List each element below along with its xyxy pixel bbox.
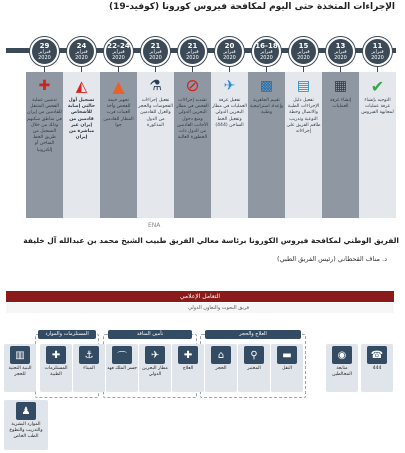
phone-icon: ✈ [223,78,236,94]
group-ports-label: تأمين المنافذ [108,330,192,339]
research-bar: فريق البحوث والتعاون الدولي [6,303,394,313]
airport-icon: ✈ [145,346,165,364]
timeline-item: 21 فبراير 2020 ⊘ تشديد إجراءات الفحص في مطار البحرين الدولي ومنع دخول الأجانب القادمين من الدول ذات الخطورة العالية [174,37,211,218]
microscope-icon: ⚲ [244,346,264,364]
plan-icon: ▤ [296,78,311,94]
card-hotline: ☎ 444 [361,344,393,392]
map-icon: ▩ [259,78,274,94]
mid-text: ENA [148,222,161,229]
transport-icon: ▬ [277,346,297,364]
timeline-item: 29 فبراير 2020 ✚ تدشين عملية الفحص المتنقل للقادمين من إيران في مناطق سكنهم وذلك من خلال التسجيل من طريق الخط الساخن أو إلكترونيا [26,37,63,218]
lab-icon: ⚗ [149,78,162,94]
card-treatment: ✚ العلاج [172,344,204,392]
card-bridge: ⌒ جسر الملك فهد [106,344,138,392]
card-infrastructure: ▥ البنية التحتية للحجر [4,344,36,392]
card-quarantine: ⌂ الحجر [205,344,237,392]
timeline-item: 20 فبراير 2020 ✈ تفعيل غرفة العمليات في مطار البحرين الدولي وتفعيل الخط الساخن (444) [211,37,248,218]
infrastructure-icon: ▥ [10,346,30,364]
timeline-text: إنشاء غرفة العمليات [329,98,352,110]
card-hr: ♟ الموارد البشرية والتدريب والتطوع الطب الخاص [4,400,48,450]
timeline-item: 24 فبراير 2020 ◭ تسجيل أول حالتي إصابة للأشخاص قادمين من إيران غير مباشرة من إيران [63,37,100,218]
timeline-text: تفعيل إجراءات الفحوصات والحجر والعزل للقادمين من الدول المذكورة [138,98,173,128]
page-title: الإجراءات المتخذة حتى اليوم لمكافحة فيروس كورونا (كوفيد-19) [108,2,395,12]
alarm-icon: ◭ [75,77,88,95]
no-entry-icon: ⊘ [185,76,200,96]
timeline-item: 13 فبراير 2020 ▦ إنشاء غرفة العمليات [322,37,359,218]
timeline-item [359,37,396,218]
card-port: ⚓ الميناء [73,344,105,392]
timeline-text: تفعيل دليل الإجراءات الطبية والاتصال وخطة التوعية وتدريب طاقم الفريق على إجراءاته [286,98,321,135]
timeline-text: تجهيز خيمة للفحص وأخذ العينات قرب المطار للقادمين جوا [103,98,134,128]
ops-room-icon: ▦ [333,78,348,94]
medical-supplies-icon: ✚ [46,346,66,364]
card-tracking: ◉ متابعة المخالطين [326,344,358,392]
hr-icon: ♟ [16,402,36,420]
group-treatment-label: العلاج والحجر [205,330,301,339]
date-circle: 11 فبراير 2020 [363,37,392,66]
timeline-text: التوجيه بإنشاء غرفة عمليات لمجابهة الفيروس [361,98,394,116]
treatment-icon: ✚ [178,346,198,364]
timeline-text: تسجيل أول حالتي إصابة للأشخاص قادمين من إيران غير مباشرة من إيران [67,98,96,141]
card-transport: ▬ النقل [271,344,303,392]
card-lab: ⚲ المختبر [238,344,270,392]
card-medical-supplies: ✚ المستلزمات الطبية [40,344,72,392]
timeline-item: 21 فبراير 2020 ⚗ تفعيل إجراءات الفحوصات والحجر والعزل للقادمين من الدول المذكورة [137,37,174,218]
section-title: الفريق الوطني لمكافحة فيروس الكورونا برئاسة معالي الفريق طبيب الشيخ محمد بن عبدالله آل خليفة [23,236,399,245]
port-icon: ⚓ [79,346,99,364]
timeline-text: تقييم الجاهزية وإعداد استراتيجية وطنية [249,98,284,116]
timeline-text: تفعيل غرفة العمليات في مطار البحرين الدولي وتفعيل الخط الساخن (444) [212,98,247,128]
group-supplies-label: المستلزمات والموارد [38,330,96,339]
ambulance-icon: ✚ [38,78,51,94]
timeline-item: 22-24 فبراير 2020 ▲ تجهيز خيمة للفحص وأخذ العينات قرب المطار للقادمين جوا [100,37,137,218]
timeline-item: 16-18 فبراير 2020 ▩ تقييم الجاهزية وإعداد استراتيجية وطنية [248,37,285,218]
timeline-text: تشديد إجراءات الفحص في مطار البحرين الدولي ومنع دخول الأجانب القادمين من الدول ذات الخطورة العالية [176,98,209,141]
bridge-icon: ⌒ [112,346,132,364]
check-icon: ✔ [370,76,385,96]
tent-icon: ▲ [112,76,125,96]
media-bar: التعامل الإعلامي [6,291,394,302]
hotline-icon: ☎ [367,346,387,364]
team-leader: د. مناف القحطاني (رئيس الفريق الطبي) [277,255,387,263]
timeline-item: 15 فبراير 2020 ▤ تفعيل دليل الإجراءات الطبية والاتصال وخطة التوعية وتدريب طاقم الفريق على إجراءاته [285,37,322,218]
timeline-text: تدشين عملية الفحص المتنقل للقادمين من إيران في مناطق سكنهم وذلك من خلال التسجيل من طريق الخط الساخن أو إلكترونيا [27,98,62,153]
card-airport: ✈ مطار البحرين الدولي [139,344,171,392]
quarantine-icon: ⌂ [211,346,231,364]
tracking-icon: ◉ [332,346,352,364]
